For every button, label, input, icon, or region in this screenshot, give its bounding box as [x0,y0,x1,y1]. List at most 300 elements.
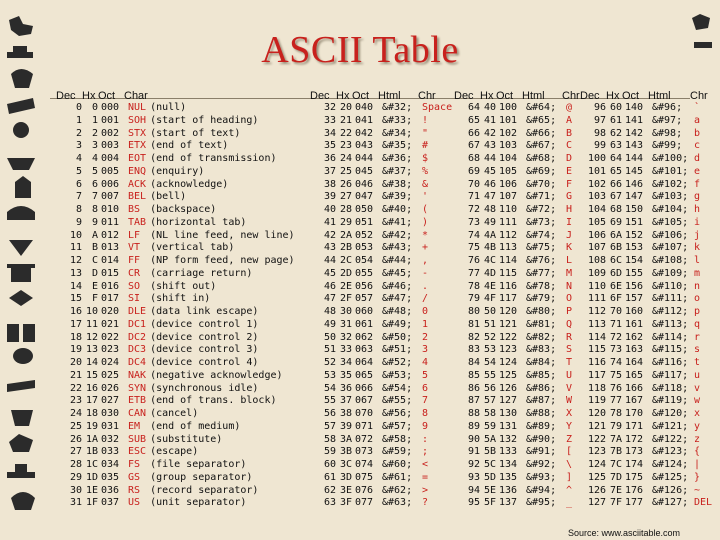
table-cell: 36 [339,382,352,394]
table-cell: US [128,497,141,509]
col-header-oct: Oct [98,90,116,102]
table-cell: 41 [323,216,336,228]
table-cell: 83 [467,344,480,356]
table-cell: 000 [101,102,120,113]
table-cell: SOH [128,114,147,126]
table-row [580,472,712,485]
table-cell: 38 [323,178,336,190]
table-cell: 161 [625,318,644,330]
table-cell: 98 [593,127,606,139]
table-cell: < [422,459,429,470]
table-cell: 015 [101,267,120,279]
table-cell: S [566,344,573,356]
table-cell: 43 [323,242,336,254]
table-cell: &#126; [652,484,689,496]
table-row [580,179,712,192]
col-header-char: Char [124,90,148,102]
table-cell: 19 [69,344,82,356]
table-row [310,128,452,141]
table-cell: 006 [101,178,120,190]
col-header-html: Html [378,90,401,102]
table-cell: 20 [339,102,352,113]
table-cell: &#85; [526,369,557,381]
table-cell: > [422,484,429,496]
table-cell: 79 [467,293,480,305]
table-cell: (start of text) [150,127,241,139]
table-cell: 5 [422,369,429,381]
table-cell: 77 [609,395,622,407]
table-cell: DEL [694,497,713,509]
table-cell: 38 [339,408,352,419]
table-cell: 112 [587,306,606,317]
table-cell: &#72; [526,204,557,215]
table-cell: &#102; [652,178,689,190]
table-cell: 156 [625,280,644,292]
table-cell: DLE [128,306,147,317]
table-row [310,293,452,306]
table-cell: 30 [69,484,82,496]
table-row [454,332,580,345]
table-cell: 171 [625,420,644,432]
table-cell: VT [128,242,141,254]
table-cell: 5 [75,165,82,177]
table-cell: g [694,191,701,203]
table-cell: 141 [625,114,644,126]
table-cell: [ [566,446,573,458]
table-row [310,230,452,243]
table-cell: 162 [625,331,644,343]
table-cell: 125 [499,369,518,381]
table-cell: 63 [323,497,336,509]
table-row [310,166,452,179]
table-row [580,332,712,345]
table-cell: 056 [355,280,374,292]
table-cell: (end of transmission) [150,153,277,164]
table-cell: 106 [499,178,518,190]
table-cell: BS [128,204,141,215]
table-cell: 061 [355,318,374,330]
table-row [56,434,295,447]
table-cell: 16 [85,382,98,394]
table-row [454,166,580,179]
table-cell: &#90; [526,433,557,445]
table-cell: 86 [467,382,480,394]
table-cell: &#45; [382,267,413,279]
table-cell: T [566,357,573,368]
table-cell: DC4 [128,357,147,368]
table-cell: { [694,446,701,458]
table-cell: 9 [75,216,82,228]
table-cell: 67 [609,191,622,203]
table-cell: 066 [355,382,374,394]
table-cell: 100 [587,153,606,164]
table-cell: 39 [323,191,336,203]
table-cell: 7D [609,471,622,483]
table-cell: 82 [467,331,480,343]
table-cell: 61 [609,114,622,126]
table-cell: 5F [483,497,496,509]
table-cell: 50 [323,331,336,343]
table-cell: 66 [467,127,480,139]
table-cell: 7 [75,191,82,203]
table-cell: 65 [467,114,480,126]
table-cell: 057 [355,293,374,305]
table-cell: o [694,293,701,305]
table-row [580,408,712,421]
table-cell: 5B [483,446,496,458]
table-row [454,408,580,421]
table-cell: &#49; [382,318,413,330]
table-cell: C [91,255,98,266]
table-cell: 4B [483,242,496,254]
table-cell: 27 [69,446,82,458]
table-row [56,332,295,345]
table-cell: &#105; [652,216,689,228]
table-cell: 105 [499,165,518,177]
table-cell: 4E [483,280,496,292]
table-cell: 33 [339,344,352,356]
table-cell: Y [566,420,573,432]
table-cell: 121 [587,420,606,432]
table-cell: &#67; [526,140,557,152]
table-row [580,281,712,294]
col-header-oct: Oct [352,90,370,102]
table-cell: 75 [467,242,480,254]
table-body [56,102,295,510]
table-cell: GS [128,471,141,483]
table-cell: ENQ [128,165,147,177]
table-cell: &#100; [652,153,689,164]
table-cell: 117 [587,369,606,381]
table-cell: 005 [101,165,120,177]
table-cell: (vertical tab) [150,242,235,254]
table-cell: 55 [323,395,336,407]
table-cell: 76 [609,382,622,394]
table-row [580,344,712,357]
table-cell: & [422,178,429,190]
table-row [56,140,295,153]
table-cell: &#96; [652,102,683,113]
table-cell: 001 [101,114,120,126]
table-cell: 2D [339,267,352,279]
table-cell: (shift out) [150,280,217,292]
table-cell: 163 [625,344,644,356]
table-row [56,497,295,510]
table-cell: 1A [85,433,98,445]
table-cell: 063 [355,344,374,356]
table-row [56,115,295,128]
table-cell: (end of text) [150,140,229,152]
table-row [310,332,452,345]
table-cell: 030 [101,408,120,419]
table-cell: &#110; [652,280,689,292]
table-cell: ( [422,204,429,215]
table-cell: &#115; [652,344,689,356]
table-cell: 110 [587,280,606,292]
table-cell: CAN [128,408,147,419]
table-cell: 8 [422,408,429,419]
table-cell: A [566,114,573,126]
table-cell: 90 [467,433,480,445]
table-cell: : [422,433,429,445]
table-cell: 036 [101,484,120,496]
table-cell: &#64; [526,102,557,113]
table-row [580,459,712,472]
table-cell: p [694,306,701,317]
table-cell: 055 [355,267,374,279]
table-cell: 107 [499,191,518,203]
table-cell: P [566,306,573,317]
source-credit: Source: www.asciitable.com [568,528,681,538]
table-cell: D [566,153,573,164]
table-cell: SO [128,280,141,292]
table-cell: 0 [422,306,429,317]
table-cell: 177 [625,497,644,509]
table-cell: 2 [91,127,98,139]
table-cell: 92 [467,459,480,470]
table-cell: 113 [499,242,518,254]
table-cell: ESC [128,446,147,458]
table-cell: 119 [587,395,606,407]
table-cell: &#35; [382,140,413,152]
table-cell: 31 [69,497,82,509]
table-cell: 150 [625,204,644,215]
table-row [454,472,580,485]
table-cell: 8 [75,204,82,215]
table-cell: 037 [101,497,120,509]
table-row [56,102,295,115]
table-cell: E [91,280,98,292]
table-cell: 6 [91,178,98,190]
table-cell: 126 [499,382,518,394]
table-cell: 47 [483,191,496,203]
table-cell: 7F [609,497,622,509]
col-header-dec: Dec [56,90,76,102]
table-cell: U [566,369,573,381]
table-cell: &#78; [526,280,557,292]
table-cell: 127 [587,497,606,509]
table-cell: LF [128,229,141,241]
table-cell: NAK [128,369,147,381]
table-row [56,319,295,332]
table-cell: 133 [499,446,518,458]
table-cell: 6 [75,178,82,190]
table-cell: ~ [694,484,701,496]
table-cell: 3 [91,140,98,152]
table-row [310,102,452,115]
table-cell: BEL [128,191,147,203]
table-cell: &#34; [382,127,413,139]
table-cell: 40 [323,204,336,215]
table-cell: 160 [625,306,644,317]
table-row [454,395,580,408]
table-cell: 81 [467,318,480,330]
table-cell: 3B [339,446,352,458]
table-row [56,306,295,319]
table-row [56,166,295,179]
table-cell: 6D [609,267,622,279]
table-cell: 125 [587,471,606,483]
table-row [56,357,295,370]
table-cell: 113 [587,318,606,330]
table-cell: 7A [609,433,622,445]
table-cell: 071 [355,420,374,432]
table-cell: # [422,140,429,152]
table-cell: 110 [499,204,518,215]
table-cell: F [566,178,573,190]
table-cell: 55 [483,369,496,381]
table-cell: &#112; [652,306,689,317]
table-cell: 74 [609,357,622,368]
table-cell: 132 [499,433,518,445]
table-cell: 105 [587,216,606,228]
table-cell: 89 [467,420,480,432]
table-cell: &#99; [652,140,683,152]
table-row [580,497,712,510]
table-row [56,395,295,408]
table-cell: 2B [339,242,352,254]
table-cell: 24 [339,153,352,164]
table-cell: &#38; [382,178,413,190]
table-cell: 11 [69,242,82,254]
table-row [310,497,452,510]
table-cell: 127 [499,395,518,407]
table-cell: 78 [609,408,622,419]
table-cell: 24 [69,408,82,419]
table-row [310,344,452,357]
table-cell: 17 [85,395,98,407]
table-cell: 4A [483,229,496,241]
table-row [580,395,712,408]
table-cell: 29 [69,471,82,483]
table-cell: 3D [339,471,352,483]
table-cell: (end of medium) [150,420,241,432]
table-cell: 033 [101,446,120,458]
ascii-group-control [56,90,295,510]
table-cell: 041 [355,114,374,126]
table-row [56,370,295,383]
table-cell: 031 [101,420,120,432]
table-cell: 15 [85,369,98,381]
table-cell: (NP form feed, new page) [150,255,295,266]
table-cell: ETB [128,395,147,407]
table-row [580,306,712,319]
table-cell: 26 [69,433,82,445]
table-cell: &#116; [652,357,689,368]
table-cell: @ [566,102,573,113]
table-cell: 170 [625,408,644,419]
table-cell: 35 [323,140,336,152]
table-cell: B [91,242,98,254]
table-cell: 146 [625,178,644,190]
table-cell: 73 [467,216,480,228]
table-cell: &#41; [382,216,413,228]
table-cell: 1D [85,471,98,483]
table-cell: 034 [101,459,120,470]
table-cell: 64 [467,102,480,113]
table-cell: 045 [355,165,374,177]
table-row [454,115,580,128]
table-cell: (acknowledge) [150,178,229,190]
table-header-row [454,90,580,102]
table-row [56,242,295,255]
table-cell: 5D [483,471,496,483]
table-row [580,383,712,396]
table-cell: 42 [483,127,496,139]
table-cell: 34 [339,357,352,368]
table-cell: 23 [339,140,352,152]
table-row [580,140,712,153]
table-cell: DC1 [128,318,147,330]
table-cell: 36 [323,153,336,164]
table-cell: F [91,293,98,305]
col-header-dec: Dec [454,90,474,102]
table-row [580,191,712,204]
table-cell: 62 [609,127,622,139]
table-cell: &#82; [526,331,557,343]
table-cell: SUB [128,433,147,445]
table-cell: SYN [128,382,147,394]
table-row [454,485,580,498]
col-header-hx: Hx [480,90,494,102]
table-cell: = [422,471,429,483]
table-cell: % [422,165,429,177]
table-cell: 070 [355,408,374,419]
table-row [310,446,452,459]
table-cell: 144 [625,153,644,164]
table-cell: 072 [355,433,374,445]
table-cell: 051 [355,216,374,228]
table-cell: 70 [609,306,622,317]
table-row [454,383,580,396]
table-cell: 32 [323,102,336,113]
table-cell: ) [422,216,429,228]
col-header-html: Html [522,90,545,102]
table-cell: (data link escape) [150,306,259,317]
table-cell: 17 [69,318,82,330]
table-cell: 112 [499,229,518,241]
table-cell: RS [128,484,141,496]
table-cell: 51 [483,318,496,330]
table-cell: 2F [339,293,352,305]
table-cell: &#95; [526,497,557,509]
table-cell: t [694,357,701,368]
table-cell: 1C [85,459,98,470]
table-row [56,179,295,192]
table-cell: &#107; [652,242,689,254]
table-cell: 012 [101,229,120,241]
table-cell: 0 [91,102,98,113]
table-row [310,268,452,281]
table-cell: 73 [609,344,622,356]
table-cell: 66 [609,178,622,190]
table-cell: &#68; [526,153,557,164]
table-row [310,140,452,153]
table-row [56,293,295,306]
table-row [56,128,295,141]
table-cell: TAB [128,216,147,228]
table-cell: (device control 4) [150,357,259,368]
table-cell: 115 [587,344,606,356]
table-cell: &#62; [382,484,413,496]
table-cell: &#109; [652,267,689,279]
table-cell: &#71; [526,191,557,203]
table-cell: 46 [483,178,496,190]
table-row [580,217,712,230]
table-cell: d [694,153,701,164]
table-cell: / [422,293,429,305]
table-cell: 152 [625,229,644,241]
